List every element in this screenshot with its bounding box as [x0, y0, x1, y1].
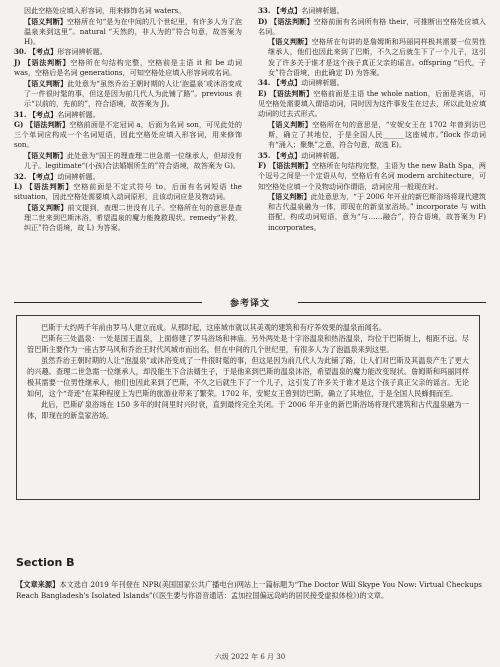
explanation-marker: J) 【语法判断】 [14, 57, 71, 67]
explanation-text: 名词辨析题。 [301, 6, 344, 15]
translation-paragraph: 此后，巴斯矿泉浴场在 150 多年的时间里时兴时衰，直到最终完全关闭。于 2006 年开业的新巴斯浴场将现代建筑和古代温泉融为一体，即现在的新皇家浴场。 [27, 400, 469, 420]
divider-line-left [14, 302, 202, 303]
explanation-paragraph [258, 17, 486, 37]
explanation-paragraph [258, 120, 486, 151]
explanation-paragraph [258, 192, 486, 233]
explanation-text: 空格所在句“是为在中间的几个世纪里，有许多人为了泡温泉来到这里”。natural “天然的，非人为的”符合句意，故答案为 H)。 [24, 16, 242, 46]
explanation-paragraph [258, 89, 486, 120]
source-label: 【文章来源】 [16, 580, 60, 589]
explanation-paragraph [14, 6, 242, 16]
explanation-marker: 35. 【考点】 [258, 150, 302, 160]
divider-line-right [298, 302, 486, 303]
explanation-marker: 【语义判断】 [268, 192, 311, 202]
explanation-text: 空格前面有名词所有格 their，可推断出空格处应填入名词。 [258, 16, 487, 36]
translation-divider [14, 296, 486, 308]
explanation-text: 此处意思为，“于 2006 年开业的新巴斯浴场将现代建筑和古代温泉融为一体，即现在的新皇家浴场。” incorporate 与 with 搭配，构成动词短语，意为“与……融合”，符合语境，故答案为 F) incorporates。 [268, 192, 486, 232]
explanation-marker: 【语义判断】 [268, 37, 312, 47]
translation-box [16, 315, 480, 500]
explanation-paragraph [258, 6, 486, 16]
explanation-marker: 30. 【考点】 [14, 47, 58, 57]
explanation-text: 空格所在句结构完整，主语为 the new Bath Spa，两个逗号之间是一个定语从句，空格后有名词 modern architecture，可知空格处应填一个及物动词作谓语，动词应用一般现在时。 [258, 161, 486, 191]
explanation-text: 动词辨析题。 [57, 171, 100, 181]
explanation-marker: 【语义判断】 [24, 16, 67, 26]
explanation-text: 空格前面是不定式符号 to，后面有名词短语 the situation，因此空格处需要填入动词原形，且该动词应是及物动词。 [14, 182, 242, 202]
explanation-marker: E) 【语法判断】 [258, 88, 314, 98]
explanation-text: 此处意为“国王的理查理二世急需一位继承人，但却没有儿子。legitimate“(小孩)合法婚姻所生的”符合语境，故答案为 G)。 [24, 150, 242, 171]
explanation-marker: D) 【语法判断】 [258, 16, 314, 26]
translation-heading: 参考译文 [229, 299, 270, 309]
explanation-paragraph [258, 78, 486, 88]
explanation-paragraph [14, 120, 242, 151]
explanation-marker: 33. 【考点】 [258, 6, 302, 15]
explanation-paragraph [258, 161, 486, 192]
explanation-text: 因此空格处应填入形容词，用来修饰名词 waters。 [24, 6, 186, 15]
explanation-paragraph [258, 37, 486, 78]
translation-paragraph: 虽然乔治王朝时期的人让“泡温泉”或沐浴变成了一件很时髦的事，但这是因为前几代人为此铺了路，让人们对巴斯及其温泉产生了更大的兴趣。查理二世急需一位继承人，却没能生下合法婿生子，于是他来到巴斯的温泉沐浴，希望温泉的魔力能改变现状。詹姆斯和玛丽同样极其需要一位男性继承人，他们也因此来到了巴斯，不久之后就生下了一个儿子，这引发了许多关于谁才是这个孩子真正父亲的谣言。无论如何，这个“奇迹”在某种程度上为巴斯的旅游业带来了繁荣。1702 年，安妮女王曾到访巴斯，确立了其地位，于是全国人民蜂拥而至。 [27, 356, 469, 398]
explanation-marker: 【语义判断】 [268, 119, 313, 129]
explanation-text: 形容词辨析题。 [57, 47, 107, 57]
explanation-paragraph [14, 182, 242, 202]
explanation-paragraph [14, 172, 242, 182]
explanation-text: 动词辨析题。 [301, 150, 344, 160]
translation-paragraph: 巴斯于大约两千年前由罗马人建立而成。从那时起，这座城市就以其美观的建筑和有疗养效果的温泉而闻名。 [41, 323, 387, 332]
translation-paragraph: 巴斯有三处温泉：一处是国王温泉，上面修建了罗马浴场和神庙。另外两处是十字浴温泉和热浴温泉，均位于巴斯街上，相距不远。尽管巴斯主要作为一座古罗马风和乔治王时代风城市而出名，但在中间的几个世纪里，有很多人为了泡温泉来到这里。 [27, 334, 469, 354]
explanation-text: 前文提到，查理二世没有儿子。空格所在句的意思是查理二世来到巴斯沐浴，希望温泉的魔力能挽救现状。remedy“补救，纠正”符合语境，故 L) 为答案。 [24, 202, 243, 233]
explanation-paragraph [14, 203, 242, 234]
explanation-paragraph [14, 151, 242, 171]
explanation-text: 空格前面是不定冠词 a，后面为名词 son，可见此处的三个单词应构成一个名词短语，因此空格处应填入形容词，用来修饰 son。 [14, 120, 243, 150]
explanation-paragraph [14, 79, 242, 110]
explanation-text: 空格所在句讲的是詹姆斯和玛丽同样极其需要一位男性继承人，他们也因此来到了巴斯，不久之后就生下了一个儿子，这引发了许多关于谁才是这个孩子真正父亲的谣言。offspring “后代，子女”符合语境，由此确定 D) 为答案。 [268, 37, 487, 77]
explanation-marker: 34. 【考点】 [258, 78, 302, 88]
explanation-marker: L) 【语法判断】 [14, 182, 74, 192]
explanation-marker: 【语义判断】 [24, 78, 68, 88]
explanation-paragraph [14, 47, 242, 57]
explanation-marker: 【语义判断】 [24, 150, 67, 160]
explanation-marker: G) 【语法判断】 [14, 120, 70, 130]
article-source [16, 579, 482, 601]
explanation-text: 空格前面是主语 the whole nation，后面是宾语，可见空格处需要填入谓语动词，同时因为这件事发生在过去，所以此处应填动词的过去式形式。 [258, 88, 486, 119]
explanation-paragraph [14, 110, 242, 120]
explanation-marker: 32. 【考点】 [14, 171, 58, 181]
explanation-paragraph [258, 151, 486, 161]
explanation-paragraph [14, 17, 242, 48]
right-column [258, 6, 486, 233]
page-footer: 六级 2022 年 6 月 30 [214, 653, 286, 661]
explanation-text: 名词辨析题。 [57, 109, 100, 119]
explanation-text: 空格所在句结构完整，空格前是主语 it 和 be 动词 was，空格后是名词 generations，可知空格处应填入形容词或名词。 [14, 57, 242, 78]
explanation-paragraph [14, 58, 242, 78]
explanation-marker: 31. 【考点】 [14, 109, 58, 119]
explanation-marker: F) 【语法判断】 [258, 161, 313, 171]
explanation-columns [14, 6, 486, 288]
explanation-text: 空格所在句的意思是，“安妮女王在 1702 年曾到访巴斯，确立了其地位，于是全国人民______这座城市。”flock 作动词有“涌入；聚集”之意，符合句意，故选 E)。 [268, 119, 486, 150]
explanation-marker: 【语义判断】 [24, 202, 68, 212]
left-column [14, 6, 242, 234]
explanation-text: 动词辨析题。 [301, 78, 344, 88]
explanation-text: 此处意为“虽然乔治王朝时期的人让‘泡温泉’或沐浴变成了一件很时髦的事，但这是因为前几代人为此铺了路”。previous 表示“以前的，先前的”，符合语境，故答案为 J)。 [24, 78, 243, 109]
source-text: 本文选自 2019 年刊登在 NPR(美国国家公共广播电台)网站上一篇标题为“The Doctor Will Skype You Now: Virtual Checkups Reach Bangladesh's Isolated Islands”(《医生要与你语音通话：孟加拉国偏远岛屿的居民接受虚拟体检》)的文章。 [16, 580, 482, 600]
section-b-heading: Section B [16, 556, 75, 569]
